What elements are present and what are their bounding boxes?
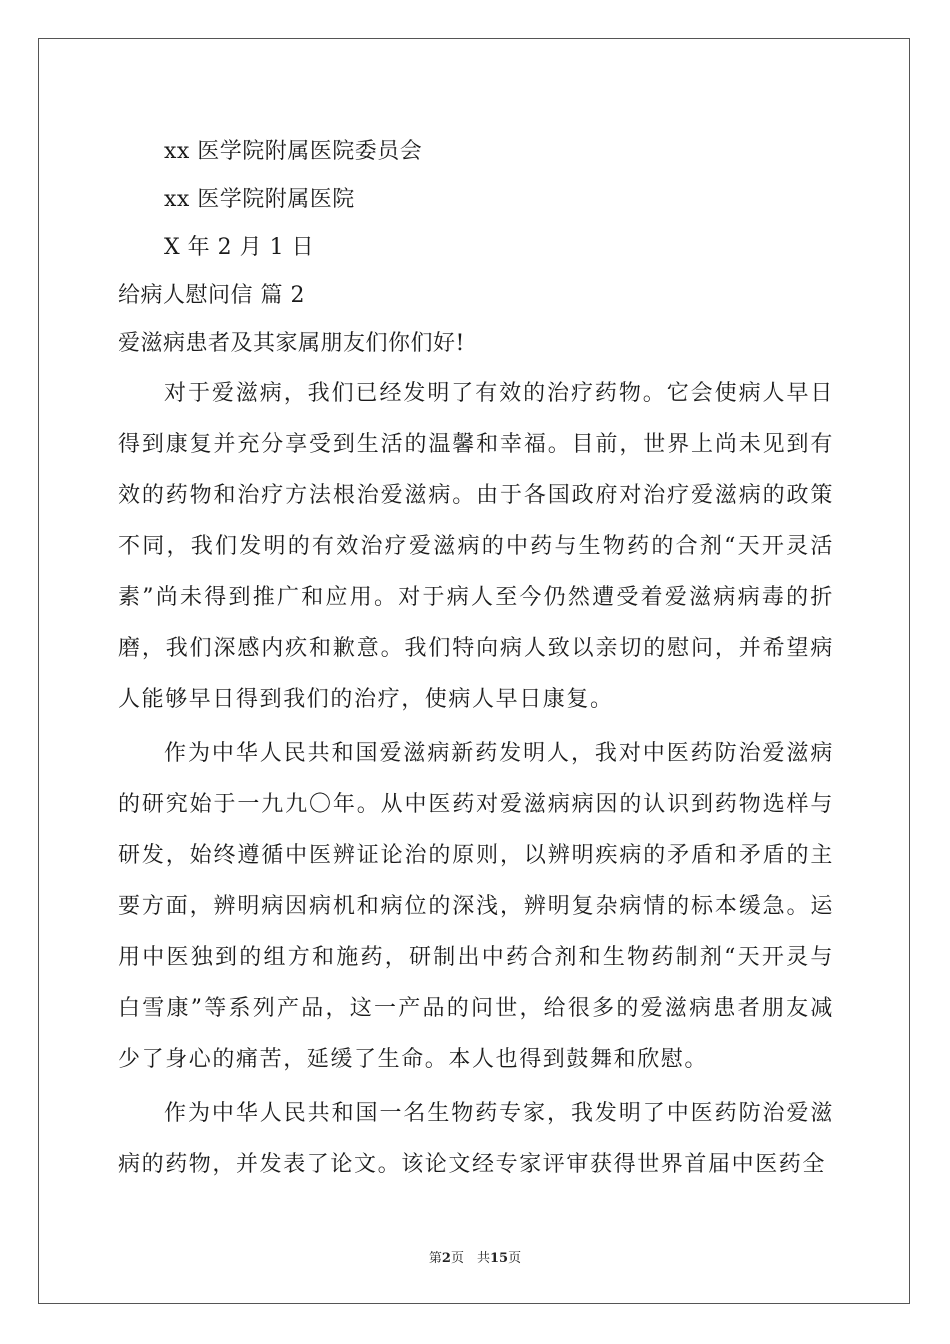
signature-committee: xx 医学院附属医院委员会 bbox=[164, 139, 423, 164]
article-heading: 给病人慰问信 篇 2 bbox=[118, 283, 305, 308]
greeting: 爱滋病患者及其家属朋友们你们好! bbox=[118, 331, 465, 356]
page-total: 15 bbox=[489, 1251, 509, 1266]
document-body bbox=[118, 128, 834, 1190]
signature-hospital: xx 医学院附属医院 bbox=[164, 187, 355, 212]
page-current: 2 bbox=[441, 1251, 451, 1266]
paragraph-2: 作为中华人民共和国爱滋病新药发明人，我对中医药防治爱滋病的研究始于一九九〇年。从中医药对爱滋病病因的认识到药物选样与研发，始终遵循中医辨证论治的原则，以辨明疾病的矛盾和矛盾的主要方面，辨明病因病机和病位的深浅，辨明复杂病情的标本缓急。运用中医独到的组方和施药，研制出中药合剂和生物药制剂“天开灵与白雪康”等系列产品，这一产品的问世，给很多的爱滋病患者朋友减少了身心的痛苦，延缓了生命。本人也得到鼓舞和欣慰。 bbox=[118, 741, 834, 1072]
signature-date: X 年 2 月 1 日 bbox=[164, 235, 315, 260]
page-mid: 页 共 bbox=[450, 1251, 490, 1266]
page-footer bbox=[0, 1247, 950, 1266]
paragraph-1: 对于爱滋病，我们已经发明了有效的治疗药物。它会使病人早日得到康复并充分享受到生活的温馨和幸福。目前，世界上尚未见到有效的药物和治疗方法根治爱滋病。由于各国政府对治疗爱滋病的政策不同，我们发明的有效治疗爱滋病的中药与生物药的合剂“天开灵活素”尚未得到推广和应用。对于病人至今仍然遭受着爱滋病病毒的折磨，我们深感内疚和歉意。我们特向病人致以亲切的慰问，并希望病人能够早日得到我们的治疗，使病人早日康复。 bbox=[118, 381, 834, 712]
page-prefix: 第 bbox=[428, 1251, 442, 1266]
paragraph-3: 作为中华人民共和国一名生物药专家，我发明了中医药防治爱滋病的药物，并发表了论文。该论文经专家评审获得世界首届中医药全 bbox=[118, 1101, 834, 1177]
page-suffix: 页 bbox=[508, 1251, 522, 1266]
